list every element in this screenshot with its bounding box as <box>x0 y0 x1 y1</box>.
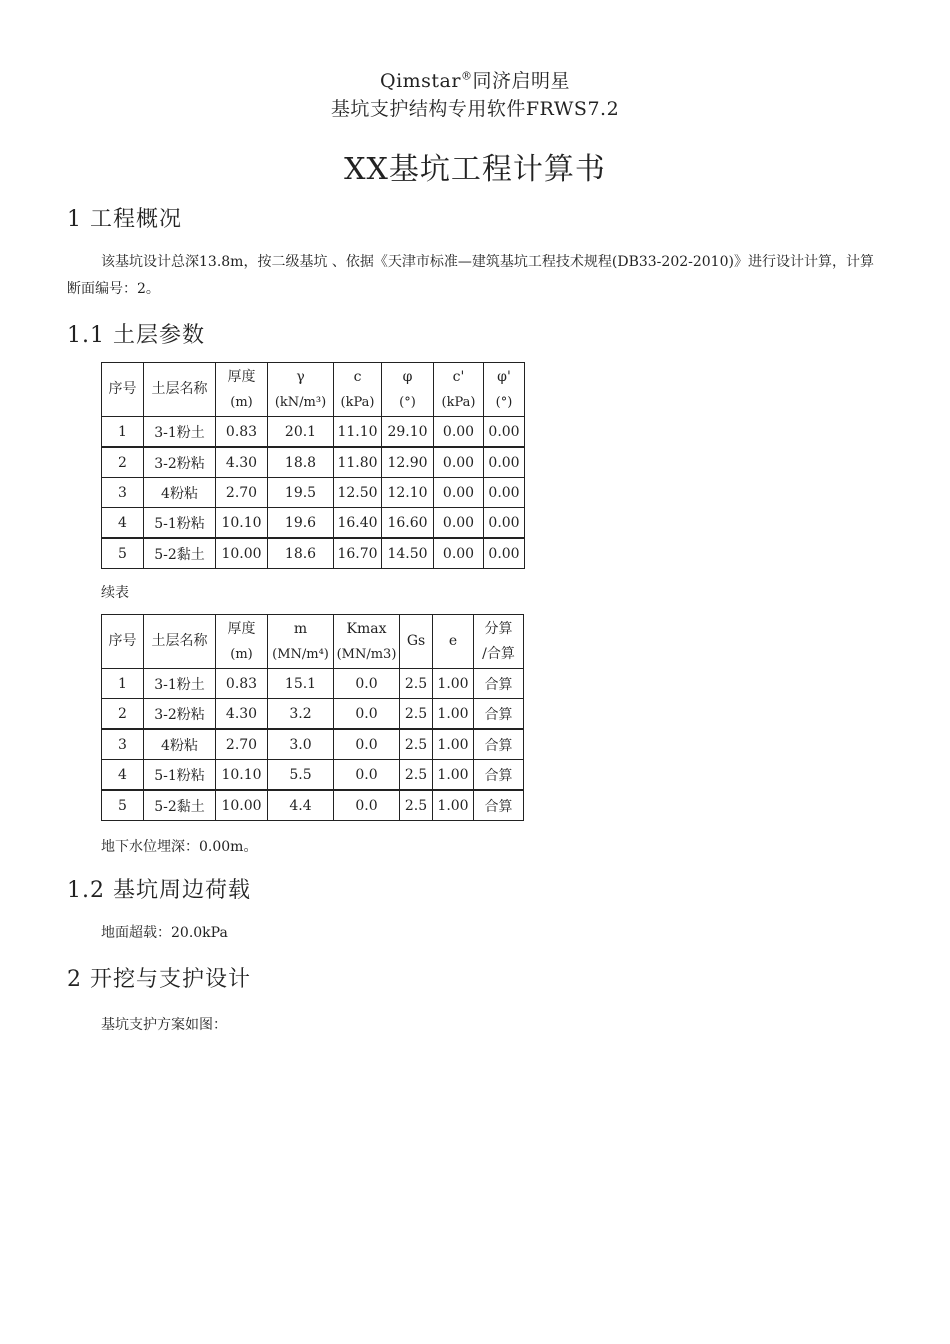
table-cell: 4 <box>102 508 144 539</box>
table-cell: 4.30 <box>216 699 268 730</box>
table-cell: 5-1粉粘 <box>144 508 216 539</box>
continued-table-label: 续表 <box>101 585 129 601</box>
table-cell: 0.00 <box>484 478 525 508</box>
table-cell: 4 <box>102 760 144 791</box>
table-cell: 0.0 <box>334 790 400 821</box>
table-cell: 10.00 <box>216 790 268 821</box>
table-cell: 2.70 <box>216 478 268 508</box>
section-2-heading: 2 开挖与支护设计 <box>67 967 251 992</box>
table-cell: 18.6 <box>268 538 334 569</box>
table-cell: 3.0 <box>268 729 334 760</box>
table-cell: 3.2 <box>268 699 334 730</box>
col-header-thickness: 厚度 (m) <box>216 363 268 417</box>
table-cell: 2.5 <box>400 760 433 791</box>
table-cell: 4粉粘 <box>144 729 216 760</box>
table-cell: 0.00 <box>484 447 525 478</box>
table-cell: 12.90 <box>382 447 434 478</box>
col-header-void-ratio: e <box>433 615 474 669</box>
table-cell: 16.60 <box>382 508 434 539</box>
table-cell: 0.83 <box>216 417 268 448</box>
table-header-row <box>102 615 524 669</box>
col-header-unit-weight: γ (kN/m³) <box>268 363 334 417</box>
surcharge-note: 地面超载：20.0kPa <box>101 925 228 941</box>
table-cell: 10.10 <box>216 760 268 791</box>
col-header-effective-cohesion: c' (kPa) <box>434 363 484 417</box>
table-cell: 1.00 <box>433 699 474 730</box>
table-cell: 19.5 <box>268 478 334 508</box>
table-cell: 4.4 <box>268 790 334 821</box>
table-cell: 5-2黏土 <box>144 538 216 569</box>
table-cell: 19.6 <box>268 508 334 539</box>
table-cell: 14.50 <box>382 538 434 569</box>
table-cell: 1.00 <box>433 760 474 791</box>
table-cell: 3 <box>102 478 144 508</box>
table-cell: 4粉粘 <box>144 478 216 508</box>
table-cell: 合算 <box>474 669 524 699</box>
soil-parameter-table <box>101 362 525 569</box>
table-cell: 16.40 <box>334 508 382 539</box>
table-cell: 0.00 <box>434 478 484 508</box>
section-1-2-heading: 1.2 基坑周边荷载 <box>67 878 251 903</box>
table-cell: 2.5 <box>400 669 433 699</box>
table-cell: 0.0 <box>334 699 400 730</box>
table-cell: 12.50 <box>334 478 382 508</box>
table-cell: 0.83 <box>216 669 268 699</box>
table-cell: 0.0 <box>334 669 400 699</box>
table-cell: 1.00 <box>433 729 474 760</box>
table-cell: 2.5 <box>400 729 433 760</box>
table-row <box>102 790 524 821</box>
table-cell: 5 <box>102 538 144 569</box>
table-cell: 0.0 <box>334 760 400 791</box>
table-cell: 合算 <box>474 729 524 760</box>
table-cell: 5 <box>102 790 144 821</box>
col-header-effective-friction-angle: φ' (°) <box>484 363 525 417</box>
table-row <box>102 417 525 448</box>
table-cell: 3-1粉土 <box>144 417 216 448</box>
col-header-thickness: 厚度 (m) <box>216 615 268 669</box>
section-1-heading: 1 工程概况 <box>67 207 182 232</box>
table-cell: 2.5 <box>400 790 433 821</box>
table-row <box>102 760 524 791</box>
registered-mark: ® <box>460 69 473 83</box>
table-cell: 10.10 <box>216 508 268 539</box>
table-cell: 2.70 <box>216 729 268 760</box>
table-cell: 20.1 <box>268 417 334 448</box>
table-cell: 1 <box>102 669 144 699</box>
col-header-gs: Gs <box>400 615 433 669</box>
col-header-kmax: Kmax (MN/m3) <box>334 615 400 669</box>
table-row <box>102 538 525 569</box>
table-row <box>102 669 524 699</box>
table-cell: 合算 <box>474 790 524 821</box>
table-cell: 1 <box>102 417 144 448</box>
soil-parameter-table-continued <box>101 614 524 821</box>
table-cell: 2 <box>102 447 144 478</box>
support-scheme-note: 基坑支护方案如图： <box>101 1017 227 1033</box>
table-cell: 12.10 <box>382 478 434 508</box>
table-cell: 16.70 <box>334 538 382 569</box>
table-header-row <box>102 363 525 417</box>
table-cell: 1.00 <box>433 669 474 699</box>
project-intro-paragraph: 该基坑设计总深13.8m，按二级基坑 、依据《天津市标准—建筑基坑工程技术规程(DB33-202-2010)》进行设计计算，计算断面编号：2。 <box>67 254 874 297</box>
table-cell: 0.00 <box>484 417 525 448</box>
table-cell: 3-1粉土 <box>144 669 216 699</box>
table-cell: 2 <box>102 699 144 730</box>
table-cell: 0.00 <box>484 538 525 569</box>
table-cell: 0.00 <box>434 508 484 539</box>
software-brand-line <box>0 66 950 93</box>
table-row <box>102 447 525 478</box>
table-cell: 0.00 <box>434 447 484 478</box>
table-cell: 0.00 <box>434 538 484 569</box>
col-header-m-value: m (MN/m⁴) <box>268 615 334 669</box>
table-cell: 2.5 <box>400 699 433 730</box>
table-cell: 4.30 <box>216 447 268 478</box>
table-cell: 0.0 <box>334 729 400 760</box>
table-cell: 5-2黏土 <box>144 790 216 821</box>
table-cell: 合算 <box>474 760 524 791</box>
col-header-layer-name: 土层名称 <box>144 363 216 417</box>
document-title: XX基坑工程计算书 <box>344 152 606 187</box>
col-header-cohesion: c (kPa) <box>334 363 382 417</box>
table-row <box>102 508 525 539</box>
table-cell: 3 <box>102 729 144 760</box>
brand-name: Qimstar <box>380 70 461 92</box>
table-row <box>102 478 525 508</box>
table-row <box>102 729 524 760</box>
table-cell: 3-2粉粘 <box>144 447 216 478</box>
table-cell: 29.10 <box>382 417 434 448</box>
software-name: 基坑支护结构专用软件FRWS7.2 <box>330 98 620 120</box>
table-cell: 0.00 <box>484 508 525 539</box>
col-header-calc-mode: 分算 /合算 <box>474 615 524 669</box>
table-cell: 11.80 <box>334 447 382 478</box>
section-1-1-heading: 1.1 土层参数 <box>67 323 205 348</box>
table-cell: 0.00 <box>434 417 484 448</box>
table-cell: 5-1粉粘 <box>144 760 216 791</box>
col-header-index: 序号 <box>102 363 144 417</box>
col-header-layer-name: 土层名称 <box>144 615 216 669</box>
table-cell: 10.00 <box>216 538 268 569</box>
table-row <box>102 699 524 730</box>
table-cell: 5.5 <box>268 760 334 791</box>
col-header-friction-angle: φ (°) <box>382 363 434 417</box>
table-cell: 18.8 <box>268 447 334 478</box>
table-cell: 合算 <box>474 699 524 730</box>
table-cell: 3-2粉粘 <box>144 699 216 730</box>
table-cell: 11.10 <box>334 417 382 448</box>
groundwater-depth-note: 地下水位埋深：0.00m。 <box>101 839 258 855</box>
col-header-index: 序号 <box>102 615 144 669</box>
table-cell: 1.00 <box>433 790 474 821</box>
table-cell: 15.1 <box>268 669 334 699</box>
company-name: 同济启明星 <box>472 70 570 92</box>
